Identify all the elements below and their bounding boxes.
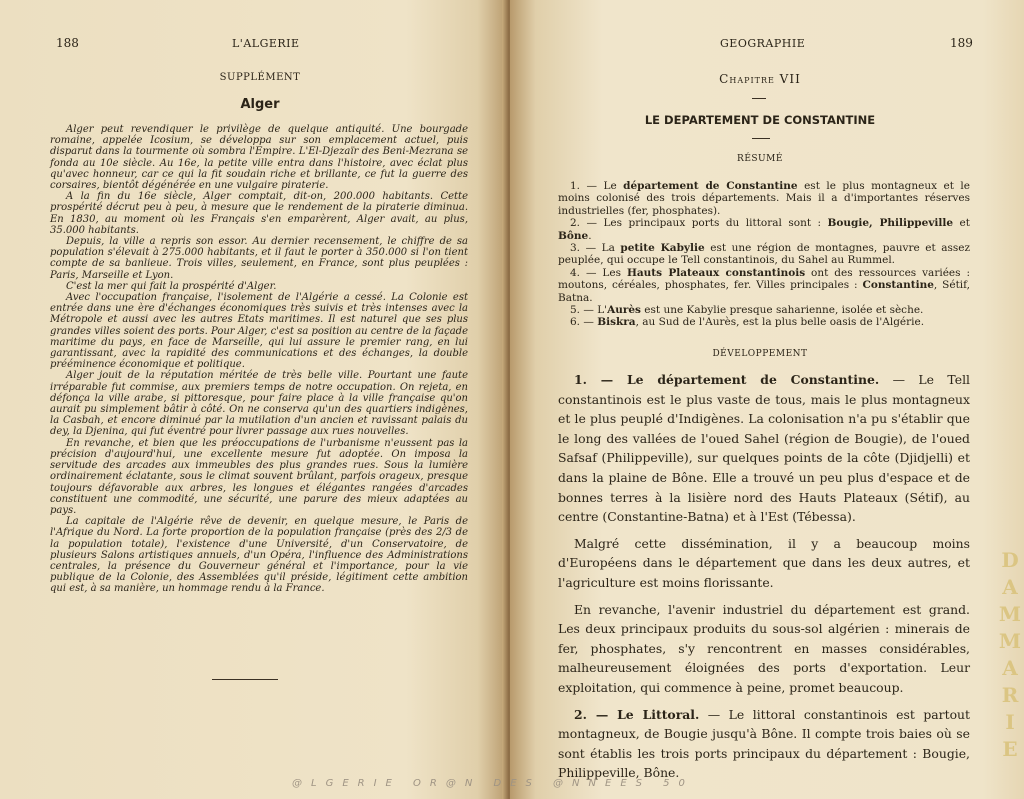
alger-paragraph: A la fin du 16e siècle, Alger comptait, dit-on, 200.000 habitants. Cette prospérité décrut peu à peu, à mesure que le rendement de la piraterie diminua. En 1830, au moment où les Français s'en emparèrent, Alger avait, au plus, 35.000 habitants. — [50, 191, 468, 236]
summary-heading: RÉSUMÉ — [737, 154, 783, 164]
chapter-rule — [752, 98, 766, 99]
chapter-label: Chapitre VII — [719, 72, 801, 86]
right-page-number: 189 — [950, 36, 973, 50]
library-stamp: DAMMARIE — [998, 548, 1022, 764]
summary-item: 5. — L'Aurès est une Kabylie presque saharienne, isolée et sèche. — [570, 304, 924, 317]
alger-title: Alger — [240, 97, 280, 112]
alger-paragraph: Avec l'occupation française, l'isolement de l'Algérie a cessé. La Colonie est entrée dans une ère d'échanges économiques très suivis et très intenses avec la Métropole et aussi avec les autres Etats maritimes. Il est naturel que ses plus grandes villes soient des ports. Pour Alger, c'est sa position au centre de la façade maritime du pays, en face de Marseille, qui lui assure le premier rang, en lui garantissant, avec la rapidité des communications et des échanges, la double prééminence économique et politique. — [50, 292, 468, 371]
summary-item: 2. — Les principaux ports du littoral sont : Bougie, Philippeville et Bône. — [558, 217, 970, 242]
development-paragraph: En revanche, l'avenir industriel du département est grand. Les deux principaux produits du sous-sol algérien : minerais de fer, phosphates, s'y rencontrent en masses considérables, malheureusement éloignées des ports d'exportation. Leur exploitation, qui commence à peine, promet beaucoup. — [558, 601, 970, 695]
end-rule — [212, 679, 278, 680]
summary-list — [558, 180, 970, 329]
development-heading: DÉVELOPPEMENT — [712, 349, 808, 359]
development-text — [558, 370, 970, 790]
supplement-label: SUPPLÉMENT — [219, 72, 301, 83]
summary-item: 6. — Biskra, au Sud de l'Aurès, est la plus belle oasis de l'Algérie. — [570, 316, 925, 329]
development-paragraph: Malgré cette dissémination, il y a beaucoup moins d'Européens dans le département que dans les deux autres, et l'agriculture est moins florissante. — [558, 535, 970, 590]
right-running-head: GEOGRAPHIE — [720, 37, 806, 50]
alger-paragraph: Alger peut revendiquer le privilège de quelque antiquité. Une bourgade romaine, appelée Icosium, se développa sur son emplacement actuel, puis disparut dans la tourmente où sombra l'Empire. L'El-Djezaïr des Beni-Mezrana se fonda au 10e siècle. Au 16e, la petite ville entra dans l'histoire, avec éclat plus qu'avec honneur, car ce qui la fit soudain riche et brillante, ce fut la guerre des corsaires, bientôt dégénérée en une vulgaire piraterie. — [50, 124, 468, 192]
summary-item: 1. — Le département de Constantine est le plus montagneux et le moins colonisé des trois départements. Mais il a d'importantes réserves industrielles (fer, phosphates). — [558, 180, 971, 217]
summary-item: 3. — La petite Kabylie est une région de montagnes, pauvre et assez peuplée, qui occupe le Tell constantinois, du Sahel au Rummel. — [558, 242, 971, 267]
left-page-number: 188 — [56, 36, 79, 50]
left-page — [0, 0, 508, 799]
chapter-title: LE DEPARTEMENT DE CONSTANTINE — [644, 113, 876, 127]
left-running-head: L'ALGERIE — [232, 37, 300, 50]
alger-text — [50, 124, 468, 595]
site-watermark: @LGERIE OR@N DES @NNEES 50 — [292, 778, 694, 789]
alger-paragraph: C'est la mer qui fait la prospérité d'Alger. — [66, 280, 277, 292]
title-rule — [752, 138, 770, 139]
development-paragraph: 2. — Le Littoral. — Le littoral constantinois est partout montagneux, de Bougie jusqu'à Bône. Il compte trois baies où se sont établis les trois ports principaux du département : Bougie, Philippeville, Bône. — [558, 706, 970, 781]
summary-item: 4. — Les Hauts Plateaux constantinois ont des ressources variées : moutons, céréales, phosphates, fer. Villes principales : Constantine, Sétif, Batna. — [558, 266, 970, 304]
development-paragraph: 1. — Le département de Constantine. — Le Tell constantinois est le plus vaste de tous, mais le plus montagneux et le plus peuplé d'Indigènes. La colonisation n'a pu s'établir que le long des vallées de l'oued Sahel (région de Bougie), de l'oued Safsaf (Philippeville), sur quelques points de la côte (Djidjelli) et dans la plaine de Bône. Elle a trouvé un peu plus d'espace et de bonnes terres à la lisière nord des Hauts Plateaux (Sétif), au centre (Constantine-Batna) et à l'Est (Tébessa). — [558, 372, 970, 525]
alger-paragraph: La capitale de l'Algérie rêve de devenir, en quelque mesure, le Paris de l'Afrique du Nord. La forte proportion de la population française (près des 2/3 de la population totale), l'existence d'une Université, d'un Conservatoire, de plusieurs Salons artistiques annuels, d'un Opéra, l'influence des Administrations centrales, la présence du Gouverneur général et l'importance, pour la vie publique de la Colonie, des Assemblées qu'il préside, légitiment cette ambition qui est, à sa manière, un hommage rendu à la France. — [50, 516, 468, 595]
alger-paragraph: Depuis, la ville a repris son essor. Au dernier recensement, le chiffre de sa population s'élevait à 275.000 habitants, et il faut le porter à 350.000 si l'on tient compte de sa banlieue. Trois villes, seulement, en France, sont plus peuplées : Paris, Marseille et Lyon. — [50, 236, 468, 281]
alger-paragraph: En revanche, et bien que les préoccupations de l'urbanisme n'eussent pas la précision d'aujourd'hui, une excellente mesure fut adoptée. On imposa la servitude des arcades aux immeubles des plus grandes rues. Sous la lumière ordinairement éclatante, sous le climat souvent brûlant, parfois orageux, presque toujours défavorable aux arbres, les longues et élégantes rangées d'arcades constituent une commodité, une sécurité, une parure des mieux adaptées au pays. — [50, 437, 468, 516]
alger-paragraph: Alger jouit de la réputation méritée de très belle ville. Pourtant une faute irréparable fut commise, aux premiers temps de notre occupation. On rejeta, en défonça la ville arabe, si pittoresque, pour faire place à la ville française qu'on aurait pu simplement bâtir à côté. On ne conserva qu'un des quartiers indigènes, la Casbah, et encore diminué par la mutilation d'un ancien et ravissant palais du dey, la Djenina, qui fut éventré pour livrer passage aux rues nouvelles. — [50, 370, 468, 438]
